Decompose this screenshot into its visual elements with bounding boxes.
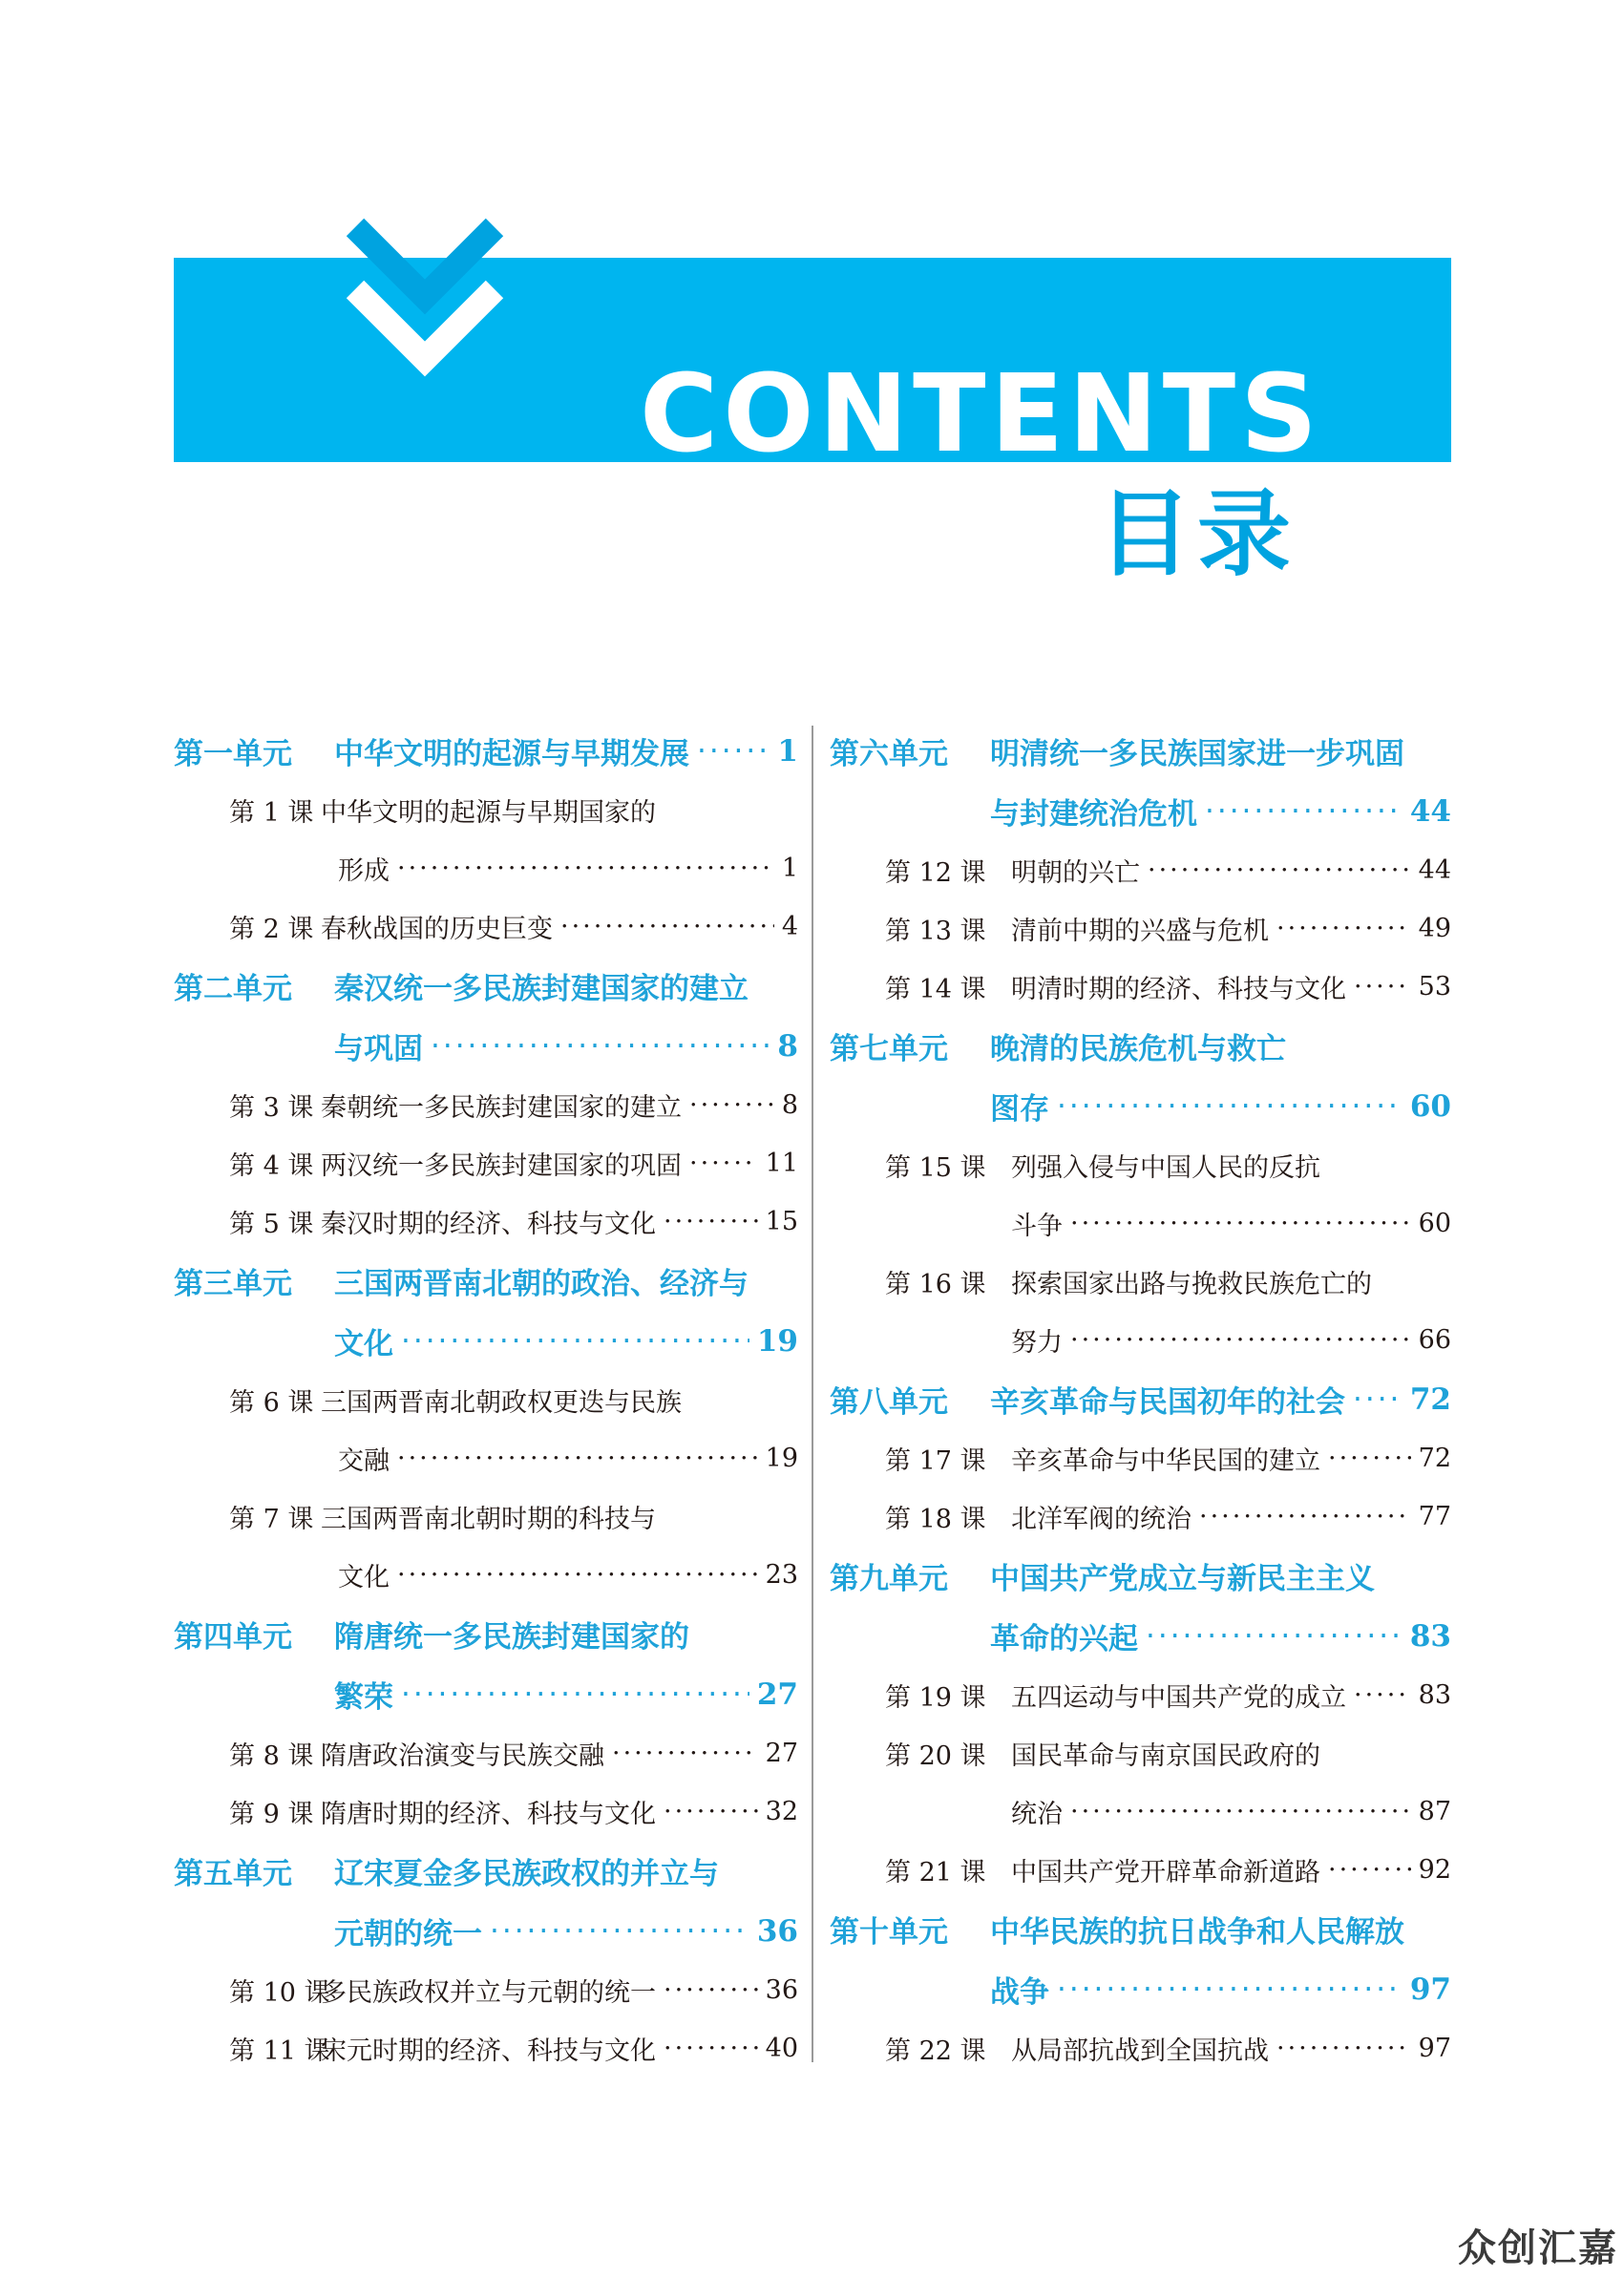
lesson-number: 第 11 课 (229, 2036, 330, 2066)
dot-leader (1328, 1444, 1411, 1473)
dot-leader (1353, 1382, 1403, 1417)
toc-unit-entry[interactable] (830, 1369, 1451, 1429)
dot-leader (397, 1444, 758, 1473)
toc-lesson-entry[interactable] (830, 1841, 1451, 1899)
lesson-number: 第 16 课 (885, 1270, 986, 1299)
toc-lesson-entry[interactable] (174, 781, 798, 839)
lesson-title: 三国两晋南北朝政权更迭与民族 (321, 1388, 682, 1418)
toc-unit-entry[interactable] (830, 1016, 1451, 1076)
lesson-title: 明朝的兴亡 (1011, 858, 1140, 888)
lesson-number: 第 10 课 (229, 1978, 330, 2008)
unit-number: 第八单元 (830, 1385, 948, 1420)
unit-number: 第二单元 (174, 972, 292, 1006)
dot-leader (612, 1739, 758, 1768)
toc-lesson-entry[interactable] (830, 1311, 1451, 1369)
unit-number: 第七单元 (830, 1032, 948, 1066)
toc-lesson-entry[interactable] (830, 1136, 1451, 1194)
page-number: 92 (1418, 1855, 1451, 1885)
lesson-number: 第 4 课 (229, 1151, 314, 1181)
toc-unit-entry[interactable] (174, 721, 798, 781)
lesson-number: 第 5 课 (229, 1210, 314, 1239)
unit-number: 第三单元 (174, 1267, 292, 1301)
unit-title: 中国共产党成立与新民主主义 (990, 1562, 1375, 1596)
unit-title: 辛亥革命与民国初年的社会 (990, 1385, 1345, 1420)
toc-lesson-entry[interactable] (174, 2019, 798, 2078)
toc-unit-entry[interactable] (830, 1959, 1451, 2019)
unit-number: 第九单元 (830, 1562, 948, 1596)
lesson-title: 斗争 (1011, 1212, 1063, 1241)
page-number: 72 (1418, 1444, 1451, 1473)
lesson-title: 列强入侵与中国人民的反抗 (1011, 1153, 1320, 1183)
page-number: 60 (1409, 1088, 1451, 1124)
unit-title: 三国两晋南北朝的政治、经济与 (334, 1267, 749, 1301)
toc-lesson-entry[interactable] (174, 1487, 798, 1546)
page-number: 8 (777, 1028, 798, 1064)
page-number: 23 (765, 1560, 798, 1590)
toc-lesson-entry[interactable] (830, 1253, 1451, 1311)
lesson-title: 春秋战国的历史巨变 (321, 915, 553, 944)
unit-number: 第六单元 (830, 737, 948, 771)
page-number: 4 (781, 912, 798, 941)
lesson-title: 形成 (338, 856, 390, 886)
dot-leader (1354, 972, 1411, 1002)
lesson-title: 秦汉时期的经济、科技与文化 (321, 1210, 656, 1239)
dot-leader (697, 734, 770, 769)
lesson-title: 北洋军阀的统治 (1011, 1505, 1192, 1534)
toc-lesson-entry[interactable] (174, 839, 798, 897)
page-number: 83 (1409, 1618, 1451, 1654)
contents-title: CONTENTS (640, 352, 1322, 476)
unit-title: 晚清的民族危机与救亡 (990, 1032, 1286, 1066)
toc-unit-entry[interactable] (174, 1251, 798, 1311)
lesson-title: 清前中期的兴盛与危机 (1011, 917, 1269, 946)
lesson-title: 两汉统一多民族封建国家的巩固 (321, 1151, 682, 1181)
toc-lesson-entry[interactable] (174, 1961, 798, 2019)
page-number: 66 (1418, 1325, 1451, 1355)
lesson-title: 交融 (338, 1446, 390, 1476)
page-number: 44 (1409, 793, 1451, 829)
lesson-number: 第 2 课 (229, 915, 314, 944)
toc-lesson-entry[interactable] (830, 841, 1451, 899)
lesson-number: 第 14 课 (885, 975, 986, 1004)
lesson-number: 第 13 课 (885, 917, 986, 946)
dot-leader (1070, 1797, 1411, 1826)
dot-leader (1276, 2034, 1411, 2063)
dot-leader (397, 854, 774, 883)
lesson-title: 三国两晋南北朝时期的科技与 (321, 1505, 656, 1534)
dot-leader (689, 1090, 774, 1120)
lesson-title: 文化 (338, 1563, 390, 1592)
dot-leader (664, 1207, 758, 1236)
toc-right-column (830, 721, 1451, 2078)
lesson-title: 明清时期的经济、科技与文化 (1011, 975, 1346, 1004)
page-number: 97 (1409, 1972, 1451, 2007)
toc-lesson-entry[interactable] (174, 1192, 798, 1251)
unit-title: 隋唐统一多民族封建国家的 (334, 1620, 689, 1655)
page-number: 77 (1418, 1502, 1451, 1531)
toc-lesson-entry[interactable] (830, 1724, 1451, 1782)
dot-leader (431, 1029, 770, 1064)
page-number: 87 (1418, 1797, 1451, 1826)
page-number: 27 (765, 1739, 798, 1768)
toc-unit-entry[interactable] (174, 1311, 798, 1371)
dot-leader (1057, 1972, 1403, 2007)
lesson-title: 努力 (1011, 1328, 1063, 1358)
dot-leader (1146, 1619, 1403, 1654)
toc-lesson-entry[interactable] (830, 1666, 1451, 1724)
lesson-number: 第 19 课 (885, 1683, 986, 1713)
dot-leader (664, 1797, 758, 1826)
unit-title: 革命的兴起 (990, 1622, 1138, 1656)
toc-lesson-entry[interactable] (174, 1371, 798, 1429)
dot-leader (664, 1975, 758, 2005)
toc-lesson-entry[interactable] (174, 1724, 798, 1782)
page-number: 60 (1418, 1209, 1451, 1238)
toc-title-cn: 目录 (1098, 480, 1297, 589)
dot-leader (397, 1560, 758, 1590)
page-number: 1 (781, 854, 798, 883)
unit-title: 与巩固 (334, 1032, 423, 1066)
page-number: 49 (1418, 914, 1451, 943)
lesson-number: 第 9 课 (229, 1800, 314, 1829)
lesson-number: 第 17 课 (885, 1446, 986, 1476)
lesson-title: 国民革命与南京国民政府的 (1011, 1741, 1320, 1771)
toc-unit-entry[interactable] (830, 1076, 1451, 1136)
lesson-title: 辛亥革命与中华民国的建立 (1011, 1446, 1320, 1476)
toc-unit-entry[interactable] (830, 721, 1451, 781)
lesson-number: 第 12 课 (885, 858, 986, 888)
dot-leader (1070, 1325, 1411, 1355)
lesson-title: 中国共产党开辟革命新道路 (1011, 1858, 1320, 1888)
page-number: 11 (765, 1149, 798, 1178)
unit-number: 第一单元 (174, 737, 292, 771)
lesson-number: 第 8 课 (229, 1741, 314, 1771)
lesson-number: 第 7 课 (229, 1505, 314, 1534)
page-number: 83 (1418, 1680, 1451, 1710)
dot-leader (490, 1914, 749, 1949)
lesson-number: 第 20 课 (885, 1741, 986, 1771)
toc-unit-entry[interactable] (174, 956, 798, 1016)
unit-title: 中华文明的起源与早期发展 (334, 737, 689, 771)
unit-title: 元朝的统一 (334, 1917, 482, 1951)
lesson-title: 探索国家出路与挽救民族危亡的 (1011, 1270, 1372, 1299)
toc-unit-entry[interactable] (830, 1606, 1451, 1666)
lesson-title: 从局部抗战到全国抗战 (1011, 2036, 1269, 2066)
lesson-number: 第 3 课 (229, 1093, 314, 1123)
page-number: 1 (777, 733, 798, 769)
dot-leader (1354, 1680, 1411, 1710)
lesson-title: 中华文明的起源与早期国家的 (321, 798, 656, 828)
dot-leader (1148, 855, 1411, 885)
toc-unit-entry[interactable] (830, 1546, 1451, 1606)
toc-unit-entry[interactable] (830, 781, 1451, 841)
lesson-title: 统治 (1011, 1800, 1063, 1829)
page-number: 32 (765, 1797, 798, 1826)
toc-lesson-entry[interactable] (830, 1194, 1451, 1253)
toc-lesson-entry[interactable] (174, 1429, 798, 1487)
unit-number: 第五单元 (174, 1857, 292, 1891)
dot-leader (401, 1677, 749, 1712)
toc-lesson-entry[interactable] (830, 958, 1451, 1016)
lesson-number: 第 15 课 (885, 1153, 986, 1183)
unit-title: 繁荣 (334, 1680, 393, 1715)
lesson-title: 秦朝统一多民族封建国家的建立 (321, 1093, 682, 1123)
dot-leader (1276, 914, 1411, 943)
unit-title: 辽宋夏金多民族政权的并立与 (334, 1857, 719, 1891)
unit-title: 与封建统治危机 (990, 797, 1197, 832)
toc-lesson-entry[interactable] (174, 1782, 798, 1841)
double-chevron-down-icon (334, 208, 516, 390)
lesson-title: 隋唐政治演变与民族交融 (321, 1741, 604, 1771)
toc-lesson-entry[interactable] (174, 1134, 798, 1192)
page-number: 97 (1418, 2034, 1451, 2063)
toc-lesson-entry[interactable] (174, 897, 798, 956)
dot-leader (560, 912, 774, 941)
page-number: 19 (765, 1444, 798, 1473)
unit-number: 第十单元 (830, 1915, 948, 1950)
toc-unit-entry[interactable] (174, 1664, 798, 1724)
toc-lesson-entry[interactable] (174, 1076, 798, 1134)
unit-number: 第四单元 (174, 1620, 292, 1655)
lesson-number: 第 6 课 (229, 1388, 314, 1418)
dot-leader (401, 1324, 749, 1359)
toc-lesson-entry[interactable] (830, 1487, 1451, 1546)
page-number: 44 (1418, 855, 1451, 885)
page-number: 72 (1409, 1382, 1451, 1417)
page-number: 27 (756, 1677, 798, 1712)
watermark-logo: 众创汇嘉 (1458, 2226, 1618, 2270)
dot-leader (1205, 794, 1403, 829)
unit-title: 文化 (334, 1327, 393, 1361)
page-number: 36 (765, 1975, 798, 2005)
dot-leader (1199, 1502, 1411, 1531)
lesson-number: 第 18 课 (885, 1505, 986, 1534)
unit-title: 明清统一多民族国家进一步巩固 (990, 737, 1404, 771)
unit-title: 中华民族的抗日战争和人民解放 (990, 1915, 1404, 1950)
dot-leader (1057, 1089, 1403, 1124)
toc-left-column (174, 721, 798, 2078)
page-number: 36 (756, 1913, 798, 1949)
toc-unit-entry[interactable] (174, 1841, 798, 1901)
toc-unit-entry[interactable] (174, 1604, 798, 1664)
dot-leader (689, 1149, 758, 1178)
unit-title: 战争 (990, 1975, 1049, 2010)
page-number: 40 (765, 2034, 798, 2063)
toc-lesson-entry[interactable] (830, 1782, 1451, 1841)
toc-lesson-entry[interactable] (174, 1546, 798, 1604)
lesson-title: 多民族政权并立与元朝的统一 (321, 1978, 656, 2008)
toc-lesson-entry[interactable] (830, 1429, 1451, 1487)
dot-leader (664, 2034, 758, 2063)
toc-unit-entry[interactable] (174, 1016, 798, 1076)
column-divider (812, 726, 813, 2062)
toc-lesson-entry[interactable] (830, 2019, 1451, 2078)
unit-title: 图存 (990, 1092, 1049, 1127)
lesson-number: 第 1 课 (229, 798, 314, 828)
lesson-number: 第 21 课 (885, 1858, 986, 1888)
lesson-number: 第 22 课 (885, 2036, 986, 2066)
page-number: 53 (1418, 972, 1451, 1002)
lesson-title: 隋唐时期的经济、科技与文化 (321, 1800, 656, 1829)
page-number: 19 (756, 1323, 798, 1359)
lesson-title: 宋元时期的经济、科技与文化 (321, 2036, 656, 2066)
toc-unit-entry[interactable] (830, 1899, 1451, 1959)
toc-lesson-entry[interactable] (830, 899, 1451, 958)
page-number: 15 (765, 1207, 798, 1236)
unit-title: 秦汉统一多民族封建国家的建立 (334, 972, 749, 1006)
page-number: 8 (781, 1090, 798, 1120)
dot-leader (1328, 1855, 1411, 1885)
lesson-title: 五四运动与中国共产党的成立 (1011, 1683, 1346, 1713)
dot-leader (1070, 1209, 1411, 1238)
toc-unit-entry[interactable] (174, 1901, 798, 1961)
